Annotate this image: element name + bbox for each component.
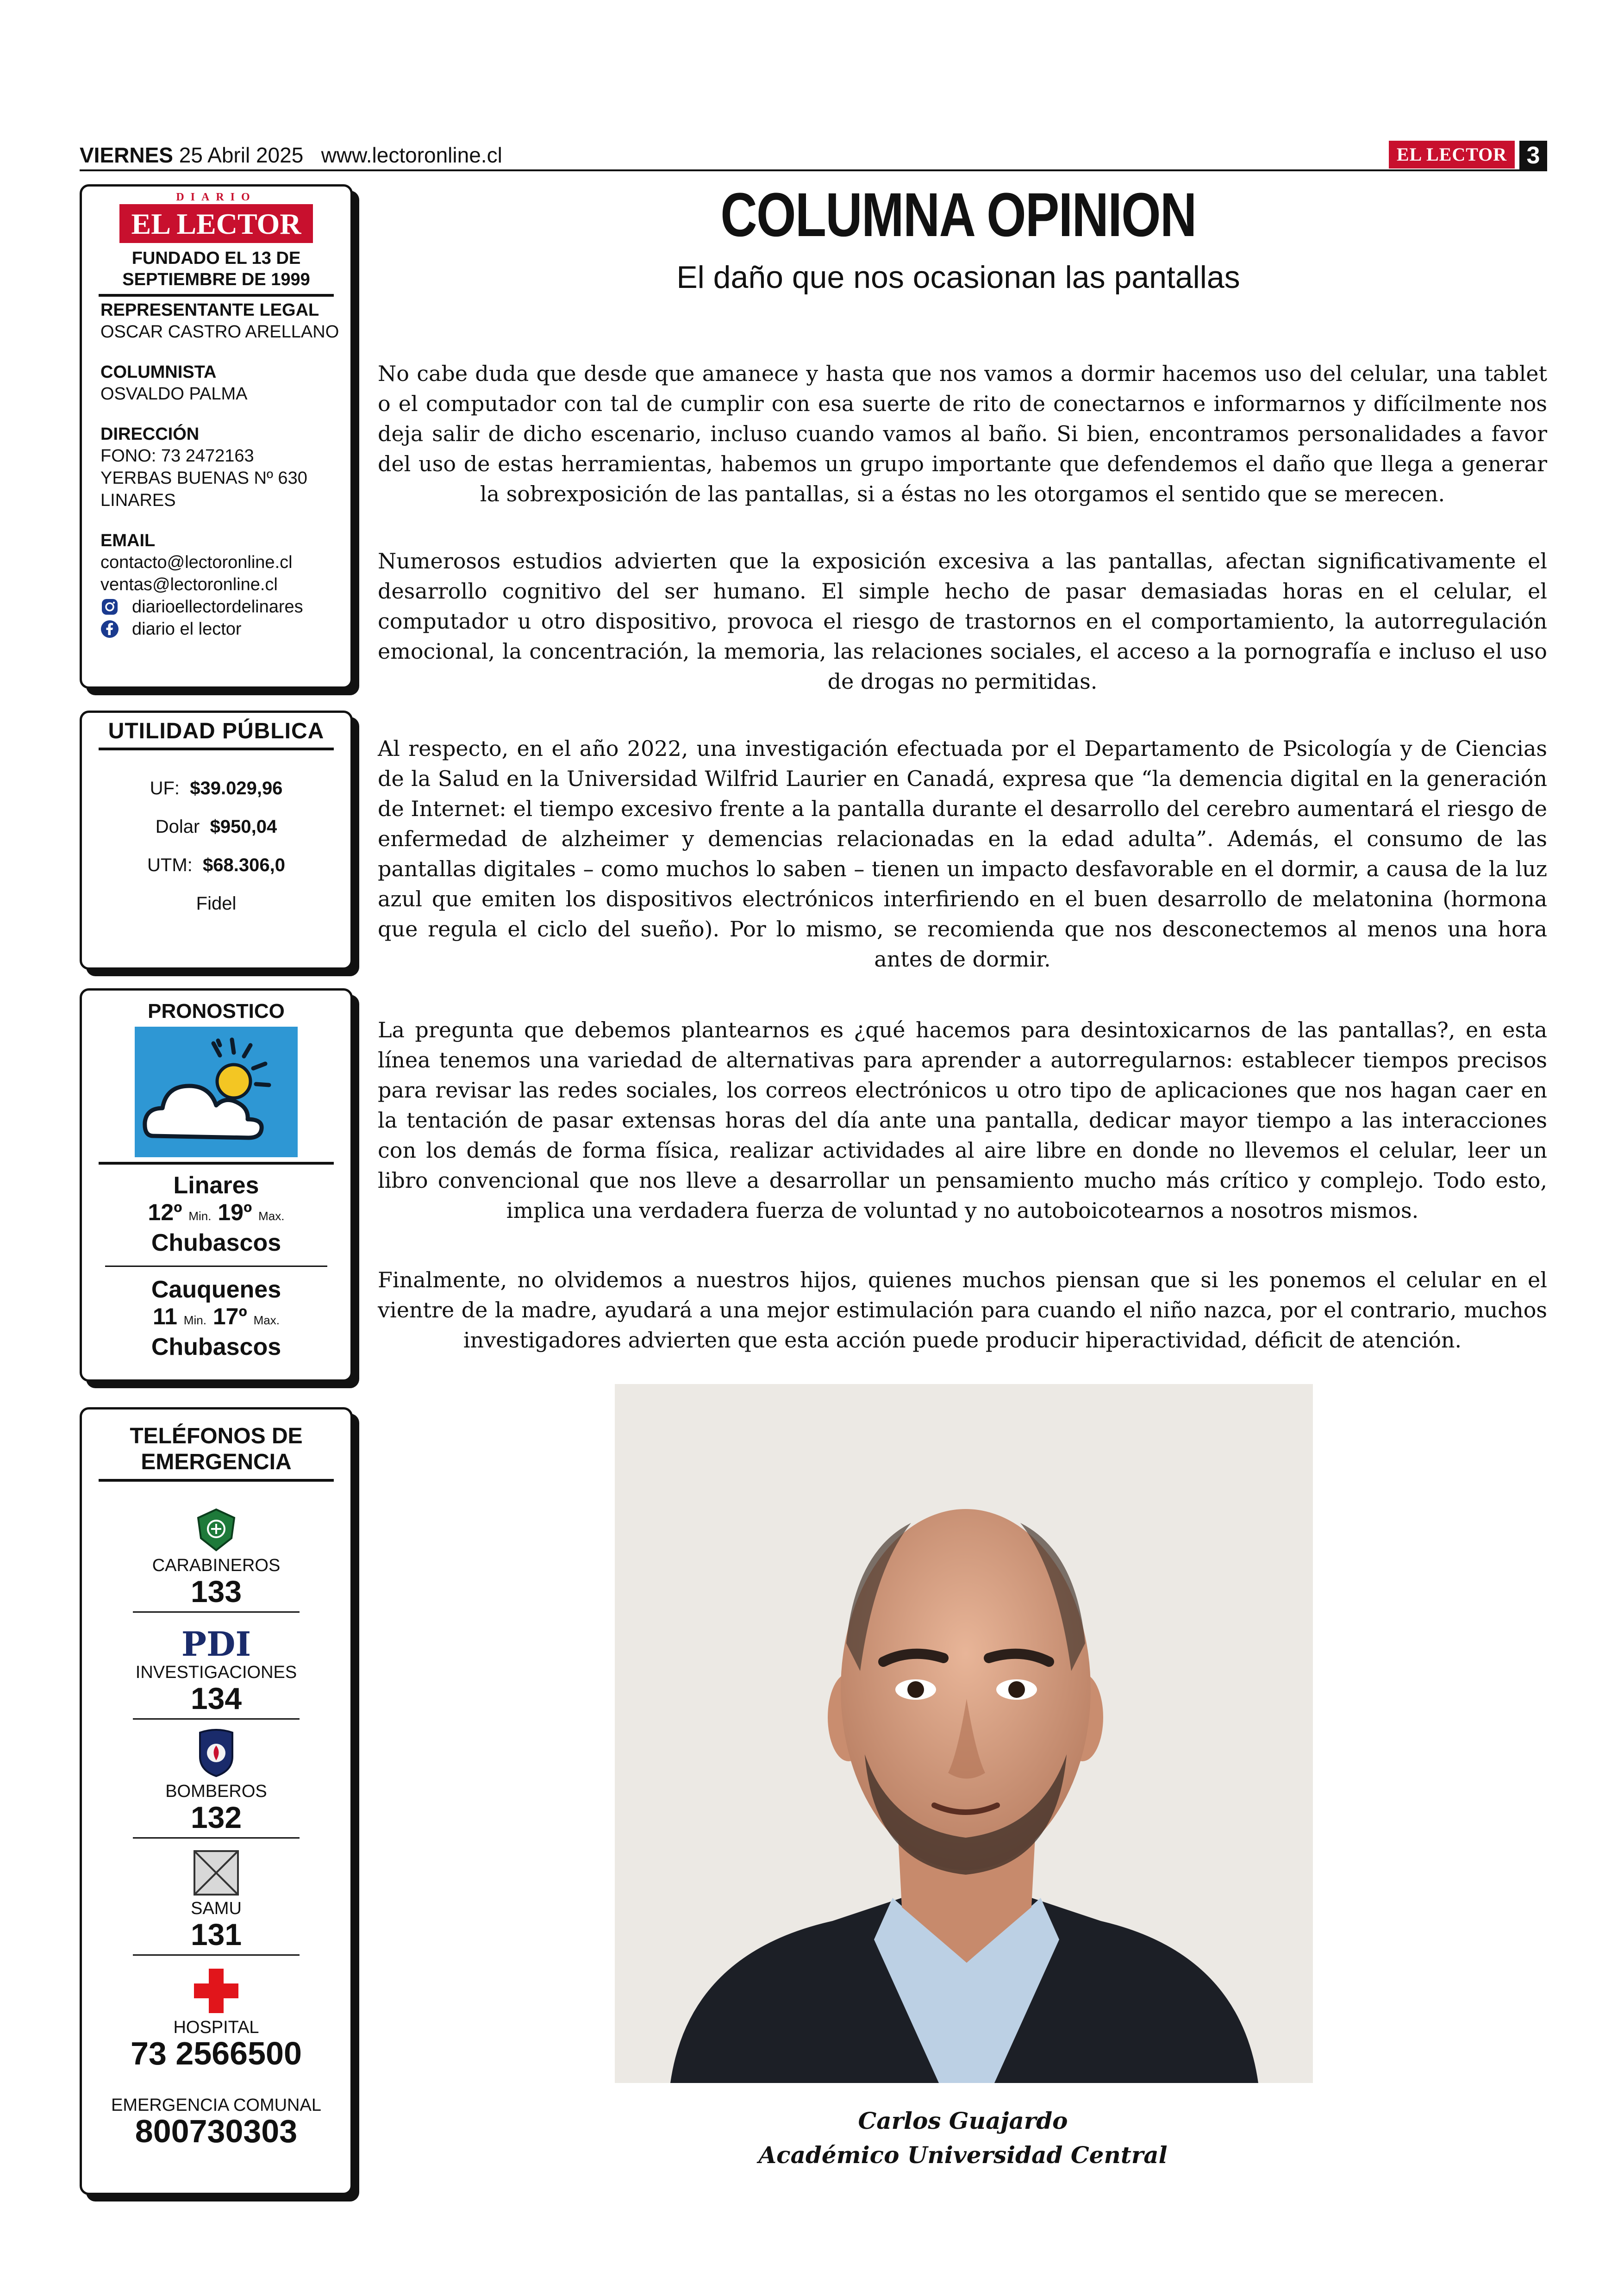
legal-rep-section <box>100 299 350 343</box>
founded-line-1: FUNDADO EL 13 DE <box>131 249 301 268</box>
emerg-divider <box>133 1718 300 1720</box>
columnist-value: OSVALDO PALMA <box>100 384 248 404</box>
facebook-row[interactable] <box>100 618 350 640</box>
email-section <box>100 530 350 640</box>
pronostico-divider <box>99 1162 334 1165</box>
header-divider <box>80 169 1547 171</box>
city1-condition: Chubascos <box>151 1229 281 1256</box>
uf-label: UF: <box>150 778 180 798</box>
email-contacto[interactable]: contacto@lectoronline.cl <box>100 553 293 572</box>
columnist-section <box>100 362 350 405</box>
author-photo <box>615 1384 1313 2083</box>
facebook-handle: diario el lector <box>132 619 242 639</box>
pronostico-box <box>80 988 353 1382</box>
telefonos-divider <box>99 1479 334 1482</box>
pdi-number[interactable]: 134 <box>190 1681 242 1715</box>
header-date: 25 Abril 2025 <box>179 143 304 167</box>
header-dateline <box>80 143 502 168</box>
section-title: COLUMNA OPINION <box>720 181 1196 249</box>
carabineros-badge-icon <box>195 1508 237 1552</box>
comunal-label: EMERGENCIA COMUNAL <box>111 2095 321 2115</box>
utilidad-footer: Fidel <box>196 893 237 914</box>
city1-name: Linares <box>173 1172 259 1199</box>
city2-max: 17º <box>212 1303 247 1329</box>
instagram-handle: diarioellectordelinares <box>132 597 303 617</box>
city2-max-label: Max. <box>253 1313 280 1327</box>
header-day: VIERNES <box>80 143 173 167</box>
bomberos-number[interactable]: 132 <box>190 1800 242 1834</box>
instagram-row[interactable] <box>100 596 350 618</box>
address-section <box>100 424 350 511</box>
logo-small-text: DIARIO <box>176 191 256 203</box>
utm-value: $68.306,0 <box>203 855 285 875</box>
pronostico-title: PRONOSTICO <box>148 1000 285 1023</box>
logo-main-text: EL LECTOR <box>131 207 301 240</box>
dolar-label: Dolar <box>155 817 200 837</box>
utilidad-publica-box <box>80 711 353 970</box>
bomberos-label: BOMBEROS <box>165 1782 267 1801</box>
article-paragraph-5: Finalmente, no olvidemos a nuestros hijos, quienes muchos piensan que si les ponemos el celular en el vientre de la madre, ayudará a una mejor estimulación para cuando el niño nazca, por el contrario, muchos investigadores advierten que esta acción puede producir hiperactividad, déficit de atención. <box>378 1267 1547 1353</box>
bomberos-badge-icon <box>195 1729 237 1778</box>
city-value: LINARES <box>100 491 176 510</box>
samu-number[interactable]: 131 <box>190 1917 242 1952</box>
address-label: DIRECCIÓN <box>100 424 200 444</box>
author-role: Académico Universidad Central <box>758 2141 1168 2169</box>
emerg-divider <box>133 1611 300 1613</box>
hospital-number[interactable]: 73 2566500 <box>131 2035 302 2071</box>
city2-min-label: Min. <box>183 1313 206 1327</box>
photo-caption <box>556 2104 1370 2172</box>
email-ventas[interactable]: ventas@lectoronline.cl <box>100 575 278 594</box>
page-number: 3 <box>1519 141 1547 170</box>
street-value: YERBAS BUENAS Nº 630 <box>100 468 307 488</box>
telefonos-box <box>80 1407 353 2195</box>
author-name: Carlos Guajardo <box>858 2107 1068 2134</box>
city2-temps <box>82 1303 350 1334</box>
city2-min: 11 <box>153 1303 177 1329</box>
city1-min-label: Min. <box>188 1209 212 1223</box>
article-paragraph-1: No cabe duda que desde que amanece y hasta que nos vamos a dormir hacemos uso del celular, una tablet o el computador con tal de cumplir con esa suerte de rito de conectarnos e informarnos y difícilmente nos deja salir de dicho escenario, incluso cuando vamos al baño. Si bien, encontramos personalidades a favor del uso de estas herramientas, habemos un grupo importante que defendemos el daño que llega a generar la sobrexposición de las pantallas, si a éstas no les otorgamos el sentido que se merecen. <box>378 361 1547 506</box>
phone-value: FONO: 73 2472163 <box>100 446 254 466</box>
article-paragraph-4: La pregunta que debemos plantearnos es ¿qué hacemos para desintoxicarnos de las pantallas?, en esta línea tenemos una variedad de alternativas para aprender a autorregularnos: establecer tiempos precisos para revisar las redes sociales, los correos electrónicos u otro tipo de aplicaciones que nos hagan caer en la tentación de pasar extensas horas del día ante una pantalla, dedicar mayor tiempo a las interacciones con los demás de forma física, realizar actividades al aire libre en donde no llevemos el celular, leer un libro convencional que nos lleve a desarrollar un pensamiento mucho más crítico y complejo. Todo esto, implica una verdadera fuerza de voluntad y no autoboicotearnos a nosotros mismos. <box>378 1017 1547 1223</box>
utilidad-divider <box>99 748 334 750</box>
samu-icon-placeholder <box>193 1850 239 1896</box>
dolar-value: $950,04 <box>210 817 277 837</box>
article-paragraph-2: Numerosos estudios advierten que la exposición excesiva a las pantallas, afectan significativamente el desarrollo cognitivo del ser humano. El simple hecho de pasar demasiadas horas en el celular, el computador u otro dispositivo, provoca el riesgo de trastornos en el comportamiento, la autorregulación emocional, la concentración, la memoria, las relaciones sociales, el acceso a la pornografía e incluso el uso de drogas no permitidas. <box>378 549 1547 694</box>
uf-value: $39.029,96 <box>190 778 283 798</box>
instagram-icon <box>100 598 119 616</box>
city1-temps <box>82 1199 350 1229</box>
masthead-box <box>80 184 353 689</box>
uf-row <box>82 778 350 799</box>
city1-max: 19º <box>218 1199 252 1225</box>
dolar-row <box>82 817 350 837</box>
carabineros-number[interactable]: 133 <box>190 1574 242 1609</box>
city2-name: Cauquenes <box>151 1276 281 1303</box>
author-portrait-illustration <box>615 1384 1313 2083</box>
cloud-sun-icon <box>135 1027 298 1157</box>
utm-label: UTM: <box>147 855 193 875</box>
facebook-icon <box>100 620 119 638</box>
emerg-divider <box>133 1837 300 1839</box>
page-header <box>80 139 1547 171</box>
carabineros-label: CARABINEROS <box>152 1556 281 1575</box>
header-website[interactable]: www.lectoronline.cl <box>321 143 502 167</box>
city1-max-label: Max. <box>258 1209 285 1223</box>
city2-condition: Chubascos <box>151 1334 281 1360</box>
pdi-label: INVESTIGACIONES <box>135 1663 297 1682</box>
legal-rep-value: OSCAR CASTRO ARELLANO <box>100 322 339 342</box>
red-cross-icon <box>194 1969 238 2013</box>
legal-rep-label: REPRESENTANTE LEGAL <box>100 300 319 320</box>
article-title: El daño que nos ocasionan las pantallas <box>676 260 1240 295</box>
masthead-divider <box>99 294 334 297</box>
telefonos-title-1: TELÉFONOS DE <box>130 1424 303 1448</box>
telefonos-title-2: EMERGENCIA <box>141 1450 292 1474</box>
email-label: EMAIL <box>100 531 156 550</box>
city1-min: 12º <box>148 1199 182 1225</box>
pdi-logo: PDI <box>181 1624 251 1664</box>
samu-label: SAMU <box>191 1899 242 1918</box>
utilidad-title: UTILIDAD PÚBLICA <box>108 719 325 743</box>
city-divider <box>105 1266 327 1267</box>
newspaper-logo <box>119 191 313 243</box>
founded-line-2: SEPTIEMBRE DE 1999 <box>122 270 310 289</box>
emerg-divider <box>133 1954 300 1956</box>
header-logo: EL LECTOR <box>1389 141 1515 168</box>
hospital-label: HOSPITAL <box>173 2018 259 2037</box>
article-paragraph-3: Al respecto, en el año 2022, una investigación efectuada por el Departamento de Psicología y de Ciencias de la Salud en la Universidad Wilfrid Laurier en Canadá, expresa que “la demencia digital en la generación de Internet: el tiempo excesivo frente a la pantalla durante el desarrollo del cerebro aumentará el riesgo de enfermedad de alzheimer y demencias relacionadas en la edad adulta”. Además, el consumo de las pantallas digitales – como muchos lo saben – tienen un impacto desfavorable en el dormir, a causa de la luz azul que emiten los dispositivos electrónicos interfiriendo en el buen desarrollo de melatonina (hormona que regula el ciclo del sueño). Por lo mismo, se recomienda que nos desconectemos al menos una hora antes de dormir. <box>378 736 1547 972</box>
utm-row <box>82 855 350 876</box>
columnist-label: COLUMNISTA <box>100 362 217 382</box>
comunal-number[interactable]: 800730303 <box>135 2113 298 2149</box>
